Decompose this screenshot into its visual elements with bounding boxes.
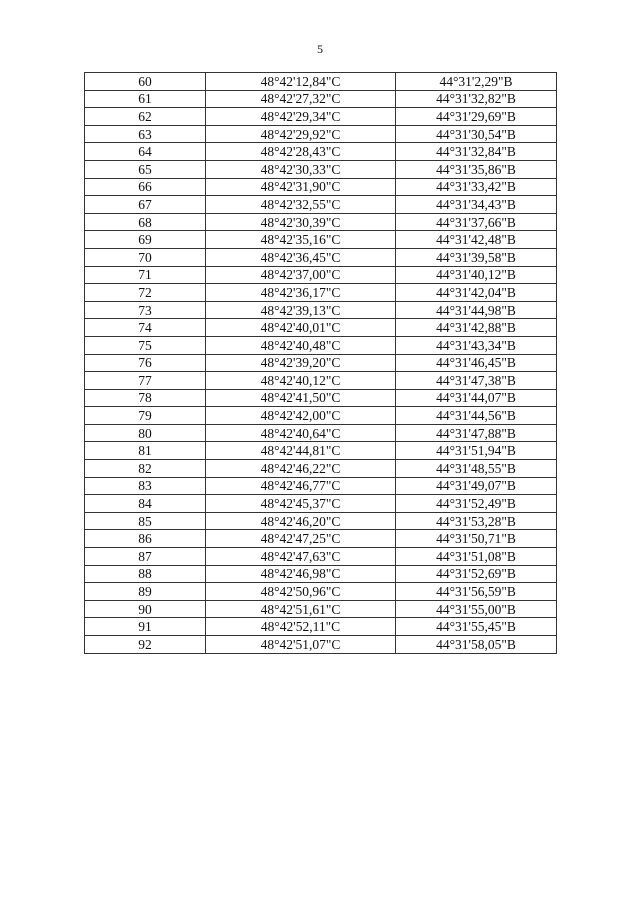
latitude-cell: 48°42'39,20"С bbox=[206, 354, 396, 372]
table-row bbox=[85, 460, 557, 478]
point-number-cell: 88 bbox=[85, 565, 206, 583]
point-number-cell: 67 bbox=[85, 196, 206, 214]
longitude-cell: 44°31'47,88"В bbox=[396, 424, 557, 442]
table-row bbox=[85, 407, 557, 425]
table-row bbox=[85, 160, 557, 178]
longitude-cell: 44°31'44,98"В bbox=[396, 301, 557, 319]
longitude-cell: 44°31'32,84"В bbox=[396, 143, 557, 161]
longitude-cell: 44°31'56,59"В bbox=[396, 583, 557, 601]
latitude-cell: 48°42'37,00"С bbox=[206, 266, 396, 284]
latitude-cell: 48°42'30,33"С bbox=[206, 160, 396, 178]
point-number-cell: 64 bbox=[85, 143, 206, 161]
point-number-cell: 60 bbox=[85, 73, 206, 91]
longitude-cell: 44°31'48,55"В bbox=[396, 460, 557, 478]
coordinates-table-body bbox=[85, 73, 557, 654]
longitude-cell: 44°31'46,45"В bbox=[396, 354, 557, 372]
longitude-cell: 44°31'55,45"В bbox=[396, 618, 557, 636]
point-number-cell: 84 bbox=[85, 495, 206, 513]
latitude-cell: 48°42'44,81"С bbox=[206, 442, 396, 460]
table-row bbox=[85, 108, 557, 126]
latitude-cell: 48°42'31,90"С bbox=[206, 178, 396, 196]
table-row bbox=[85, 90, 557, 108]
point-number-cell: 92 bbox=[85, 636, 206, 654]
longitude-cell: 44°31'51,94"В bbox=[396, 442, 557, 460]
longitude-cell: 44°31'39,58"В bbox=[396, 248, 557, 266]
coordinates-table bbox=[84, 72, 557, 654]
longitude-cell: 44°31'44,56"В bbox=[396, 407, 557, 425]
point-number-cell: 82 bbox=[85, 460, 206, 478]
table-row bbox=[85, 548, 557, 566]
longitude-cell: 44°31'44,07"В bbox=[396, 389, 557, 407]
longitude-cell: 44°31'29,69"В bbox=[396, 108, 557, 126]
point-number-cell: 76 bbox=[85, 354, 206, 372]
point-number-cell: 85 bbox=[85, 512, 206, 530]
point-number-cell: 77 bbox=[85, 372, 206, 390]
latitude-cell: 48°42'42,00"С bbox=[206, 407, 396, 425]
point-number-cell: 61 bbox=[85, 90, 206, 108]
table-row bbox=[85, 600, 557, 618]
point-number-cell: 87 bbox=[85, 548, 206, 566]
point-number-cell: 65 bbox=[85, 160, 206, 178]
table-row bbox=[85, 266, 557, 284]
latitude-cell: 48°42'32,55"С bbox=[206, 196, 396, 214]
latitude-cell: 48°42'46,22"С bbox=[206, 460, 396, 478]
table-row bbox=[85, 196, 557, 214]
longitude-cell: 44°31'40,12"В bbox=[396, 266, 557, 284]
longitude-cell: 44°31'42,04"В bbox=[396, 284, 557, 302]
point-number-cell: 89 bbox=[85, 583, 206, 601]
longitude-cell: 44°31'37,66"В bbox=[396, 213, 557, 231]
table-row bbox=[85, 389, 557, 407]
latitude-cell: 48°42'35,16"С bbox=[206, 231, 396, 249]
longitude-cell: 44°31'49,07"В bbox=[396, 477, 557, 495]
latitude-cell: 48°42'46,20"С bbox=[206, 512, 396, 530]
latitude-cell: 48°42'47,25"С bbox=[206, 530, 396, 548]
latitude-cell: 48°42'36,17"С bbox=[206, 284, 396, 302]
table-row bbox=[85, 213, 557, 231]
table-row bbox=[85, 336, 557, 354]
latitude-cell: 48°42'40,64"С bbox=[206, 424, 396, 442]
table-row bbox=[85, 319, 557, 337]
latitude-cell: 48°42'41,50"С bbox=[206, 389, 396, 407]
point-number-cell: 91 bbox=[85, 618, 206, 636]
latitude-cell: 48°42'45,37"С bbox=[206, 495, 396, 513]
point-number-cell: 86 bbox=[85, 530, 206, 548]
table-row bbox=[85, 372, 557, 390]
longitude-cell: 44°31'58,05"В bbox=[396, 636, 557, 654]
table-row bbox=[85, 424, 557, 442]
latitude-cell: 48°42'36,45"С bbox=[206, 248, 396, 266]
longitude-cell: 44°31'47,38"В bbox=[396, 372, 557, 390]
point-number-cell: 73 bbox=[85, 301, 206, 319]
point-number-cell: 71 bbox=[85, 266, 206, 284]
latitude-cell: 48°42'40,01"С bbox=[206, 319, 396, 337]
point-number-cell: 70 bbox=[85, 248, 206, 266]
latitude-cell: 48°42'39,13"С bbox=[206, 301, 396, 319]
latitude-cell: 48°42'51,07"С bbox=[206, 636, 396, 654]
longitude-cell: 44°31'33,42"В bbox=[396, 178, 557, 196]
latitude-cell: 48°42'47,63"С bbox=[206, 548, 396, 566]
point-number-cell: 68 bbox=[85, 213, 206, 231]
longitude-cell: 44°31'34,43"В bbox=[396, 196, 557, 214]
longitude-cell: 44°31'55,00"В bbox=[396, 600, 557, 618]
table-row bbox=[85, 301, 557, 319]
point-number-cell: 79 bbox=[85, 407, 206, 425]
table-row bbox=[85, 354, 557, 372]
latitude-cell: 48°42'12,84"С bbox=[206, 73, 396, 91]
longitude-cell: 44°31'53,28"В bbox=[396, 512, 557, 530]
longitude-cell: 44°31'52,69"В bbox=[396, 565, 557, 583]
latitude-cell: 48°42'46,77"С bbox=[206, 477, 396, 495]
table-row bbox=[85, 231, 557, 249]
latitude-cell: 48°42'40,48"С bbox=[206, 336, 396, 354]
longitude-cell: 44°31'30,54"В bbox=[396, 125, 557, 143]
table-row bbox=[85, 143, 557, 161]
longitude-cell: 44°31'32,82"В bbox=[396, 90, 557, 108]
longitude-cell: 44°31'51,08"В bbox=[396, 548, 557, 566]
longitude-cell: 44°31'50,71"В bbox=[396, 530, 557, 548]
point-number-cell: 66 bbox=[85, 178, 206, 196]
table-row bbox=[85, 73, 557, 91]
latitude-cell: 48°42'27,32"С bbox=[206, 90, 396, 108]
longitude-cell: 44°31'42,48"В bbox=[396, 231, 557, 249]
latitude-cell: 48°42'40,12"С bbox=[206, 372, 396, 390]
longitude-cell: 44°31'35,86"В bbox=[396, 160, 557, 178]
latitude-cell: 48°42'52,11"С bbox=[206, 618, 396, 636]
point-number-cell: 63 bbox=[85, 125, 206, 143]
latitude-cell: 48°42'29,34"С bbox=[206, 108, 396, 126]
table-row bbox=[85, 495, 557, 513]
point-number-cell: 80 bbox=[85, 424, 206, 442]
table-row bbox=[85, 284, 557, 302]
table-row bbox=[85, 178, 557, 196]
latitude-cell: 48°42'28,43"С bbox=[206, 143, 396, 161]
longitude-cell: 44°31'43,34"В bbox=[396, 336, 557, 354]
latitude-cell: 48°42'29,92"С bbox=[206, 125, 396, 143]
latitude-cell: 48°42'46,98"С bbox=[206, 565, 396, 583]
table-row bbox=[85, 512, 557, 530]
point-number-cell: 75 bbox=[85, 336, 206, 354]
point-number-cell: 62 bbox=[85, 108, 206, 126]
table-row bbox=[85, 442, 557, 460]
point-number-cell: 78 bbox=[85, 389, 206, 407]
table-row bbox=[85, 618, 557, 636]
point-number-cell: 81 bbox=[85, 442, 206, 460]
point-number-cell: 72 bbox=[85, 284, 206, 302]
point-number-cell: 74 bbox=[85, 319, 206, 337]
longitude-cell: 44°31'52,49"В bbox=[396, 495, 557, 513]
latitude-cell: 48°42'30,39"С bbox=[206, 213, 396, 231]
table-row bbox=[85, 248, 557, 266]
table-row bbox=[85, 565, 557, 583]
table-row bbox=[85, 530, 557, 548]
point-number-cell: 83 bbox=[85, 477, 206, 495]
table-row bbox=[85, 636, 557, 654]
latitude-cell: 48°42'51,61"С bbox=[206, 600, 396, 618]
longitude-cell: 44°31'42,88"В bbox=[396, 319, 557, 337]
table-row bbox=[85, 583, 557, 601]
longitude-cell: 44°31'2,29"В bbox=[396, 73, 557, 91]
point-number-cell: 69 bbox=[85, 231, 206, 249]
latitude-cell: 48°42'50,96"С bbox=[206, 583, 396, 601]
table-row bbox=[85, 477, 557, 495]
point-number-cell: 90 bbox=[85, 600, 206, 618]
table-row bbox=[85, 125, 557, 143]
page-number: 5 bbox=[317, 42, 323, 56]
